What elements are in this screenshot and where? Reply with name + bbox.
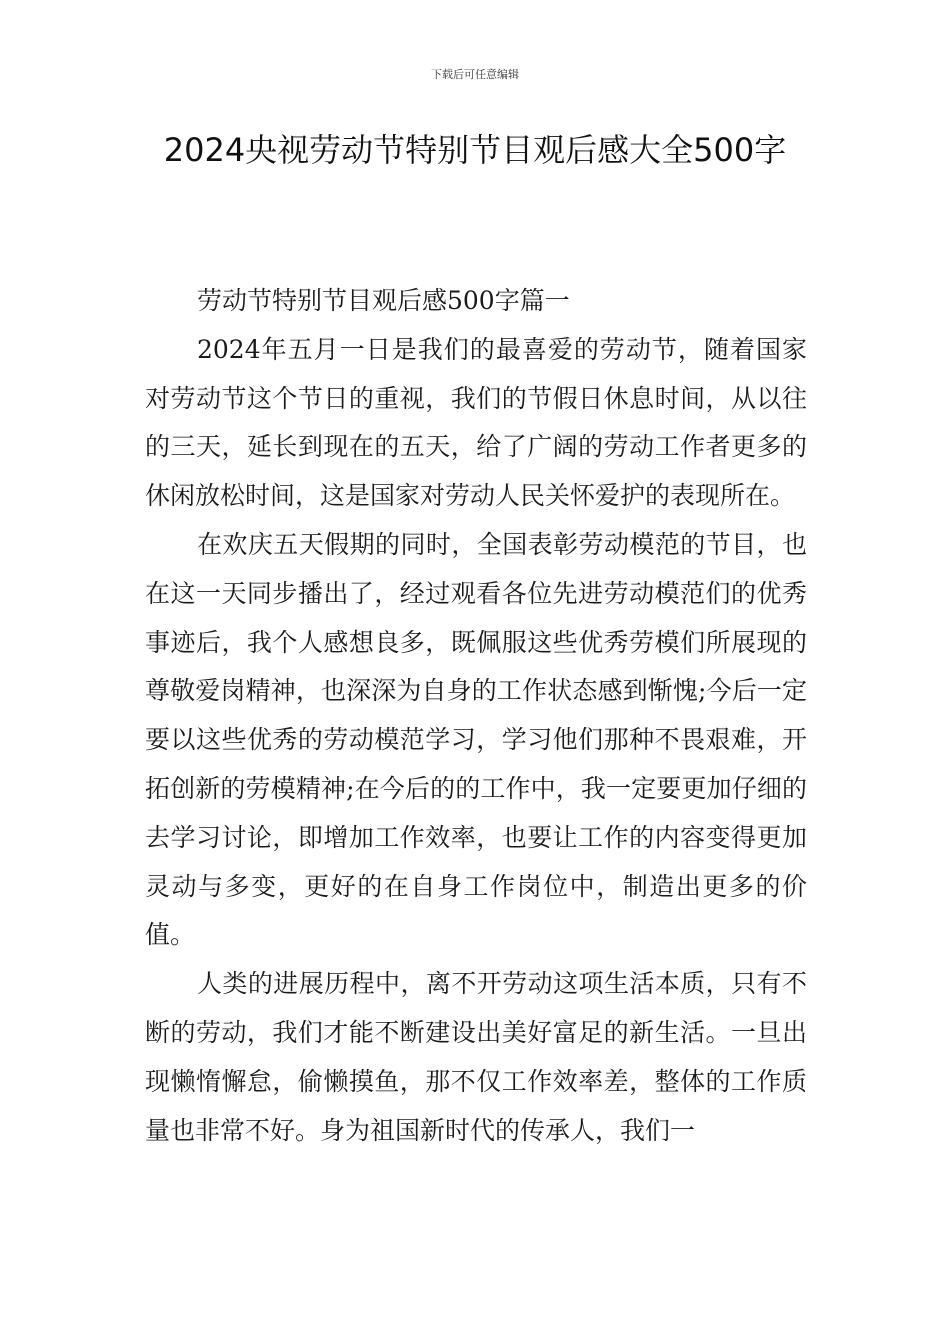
header-note: 下载后可任意编辑 [431, 68, 519, 81]
document-title: 2024央视劳动节特别节目观后感大全500字 [163, 131, 787, 169]
document-body [145, 277, 807, 1155]
paragraph: 2024年五月一日是我们的最喜爱的劳动节，随着国家对劳动节这个节日的重视，我们的节假日休息时间，从以往的三天，延长到现在的五天，给了广阔的劳动工作者更多的休闲放松时间，这是国家对劳动人民关怀爱护的表现所在。 [145, 334, 807, 511]
section-heading: 劳动节特别节目观后感500字篇一 [197, 286, 570, 315]
paragraph: 人类的进展历程中，离不开劳动这项生活本质，只有不断的劳动，我们才能不断建设出美好富足的新生活。一旦出现懒惰懈怠，偷懒摸鱼，那不仅工作效率差，整体的工作质量也非常不好。身为祖国新时代的传承人，我们一 [145, 969, 807, 1145]
paragraph: 在欢庆五天假期的同时，全国表彰劳动模范的节目，也在这一天同步播出了，经过观看各位先进劳动模范们的优秀事迹后，我个人感想良多，既佩服这些优秀劳模们所展现的尊敬爱岗精神，也深深为自身的工作状态感到惭愧;今后一定要以这些优秀的劳动模范学习，学习他们那种不畏艰难，开拓创新的劳模精神;在今后的的工作中，我一定要更加仔细的去学习讨论，即增加工作效率，也要让工作的内容变得更加灵动与多变，更好的在自身工作岗位中，制造出更多的价值。 [145, 529, 807, 950]
